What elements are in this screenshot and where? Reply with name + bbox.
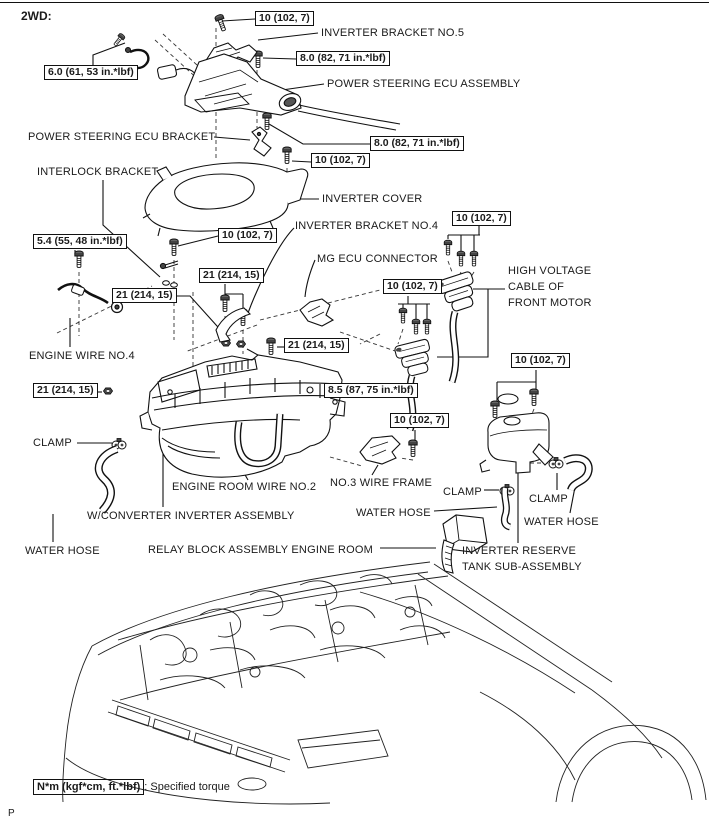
torque-spec-box: 8.0 (82, 71 in.*lbf)	[296, 51, 390, 66]
bolt-icon	[444, 240, 452, 255]
torque-spec-box: 10 (102, 7)	[452, 211, 511, 226]
part-label-engine-wire-no4: ENGINE WIRE NO.4	[29, 350, 135, 362]
part-label-interlock-bracket: INTERLOCK BRACKET	[37, 166, 159, 178]
bolt-icon	[409, 440, 417, 456]
part-label-hv-cable-line3: FRONT MOTOR	[508, 297, 592, 309]
part-label-relay-block-assembly: RELAY BLOCK ASSEMBLY ENGINE ROOM	[148, 544, 374, 556]
part-label-water-hose-right: WATER HOSE	[524, 516, 599, 528]
torque-spec-box: 21 (214, 15)	[33, 383, 98, 398]
part-label-hv-cable-line2: CABLE OF	[508, 281, 565, 293]
part-label-no3-wire-frame: NO.3 WIRE FRAME	[330, 477, 433, 489]
page-marker: P	[8, 808, 15, 819]
part-label-engine-room-wire-no2: ENGINE ROOM WIRE NO.2	[172, 481, 317, 493]
part-label-reserve-tank-line2: TANK SUB-ASSEMBLY	[462, 561, 582, 573]
torque-legend-caption: : Specified torque	[144, 781, 230, 793]
torque-spec-box: 8.0 (82, 71 in.*lbf)	[370, 136, 464, 151]
bolt-icon	[263, 113, 271, 129]
bolt-icon	[399, 308, 407, 323]
torque-spec-box: 10 (102, 7)	[390, 413, 449, 428]
part-label-clamp-left: CLAMP	[33, 437, 72, 449]
interlock-bracket-drawing	[160, 261, 178, 287]
torque-spec-box: 10 (102, 7)	[511, 353, 570, 368]
torque-spec-box: 21 (214, 15)	[199, 268, 264, 283]
torque-spec-box: 21 (214, 15)	[112, 288, 177, 303]
inverter-assembly-drawing	[140, 355, 345, 477]
vehicle-sketch	[63, 562, 706, 804]
nut-icon	[237, 341, 246, 347]
part-label-clamp-right: CLAMP	[529, 493, 568, 505]
bolt-icon	[221, 295, 229, 311]
part-label-ps-ecu-bracket: POWER STEERING ECU BRACKET	[28, 131, 216, 143]
torque-spec-box: 21 (214, 15)	[284, 338, 349, 353]
drive-variant-title: 2WD:	[21, 9, 52, 23]
part-label-water-hose-middle: WATER HOSE	[356, 507, 431, 519]
bolt-icon	[267, 338, 275, 354]
torque-spec-box: 8.5 (87, 75 in.*lbf)	[324, 383, 418, 398]
torque-spec-box: 10 (102, 7)	[383, 279, 442, 294]
part-label-w-converter-inverter-assembly: W/CONVERTER INVERTER ASSEMBLY	[87, 510, 295, 522]
part-label-clamp-middle: CLAMP	[443, 486, 482, 498]
bolt-icon	[283, 147, 291, 163]
bolt-icon	[75, 251, 83, 267]
part-label-ps-ecu-assembly: POWER STEERING ECU ASSEMBLY	[327, 78, 521, 90]
part-label-hv-cable-line1: HIGH VOLTAGE	[508, 265, 592, 277]
mg-ecu-connector-drawing	[300, 299, 333, 326]
bolt-icon	[423, 319, 431, 334]
no3-wire-frame-drawing	[360, 436, 400, 464]
bolt-icon	[170, 239, 178, 255]
inverter-cover-drawing	[143, 163, 308, 238]
torque-spec-box: 10 (102, 7)	[218, 228, 277, 243]
ps-ecu-bracket-drawing	[252, 127, 271, 156]
torque-spec-box: 10 (102, 7)	[255, 11, 314, 26]
part-label-inverter-bracket-no5: INVERTER BRACKET NO.5	[321, 27, 465, 39]
torque-spec-box: 10 (102, 7)	[311, 153, 370, 168]
hv-cable-drawing	[394, 271, 480, 430]
bolt-icon	[457, 251, 465, 266]
bolt-icon	[412, 319, 420, 334]
part-label-reserve-tank-line1: INVERTER RESERVE	[462, 545, 577, 557]
torque-spec-box: 5.4 (55, 48 in.*lbf)	[33, 234, 127, 249]
torque-unit-box: N*m (kgf*cm, ft.*lbf)	[33, 779, 144, 795]
part-label-inverter-cover: INVERTER COVER	[322, 193, 423, 205]
bolt-icon	[530, 389, 538, 405]
bolt-icon	[491, 401, 499, 417]
bolt-icon	[470, 251, 478, 266]
part-label-mg-ecu-connector: MG ECU CONNECTOR	[317, 253, 438, 265]
leader-lines	[53, 19, 575, 548]
part-label-water-hose-left: WATER HOSE	[25, 545, 100, 557]
part-label-inverter-bracket-no4: INVERTER BRACKET NO.4	[295, 220, 439, 232]
torque-spec-box: 6.0 (61, 53 in.*lbf)	[44, 65, 138, 80]
torque-legend	[33, 779, 230, 795]
nut-icon	[104, 388, 113, 394]
